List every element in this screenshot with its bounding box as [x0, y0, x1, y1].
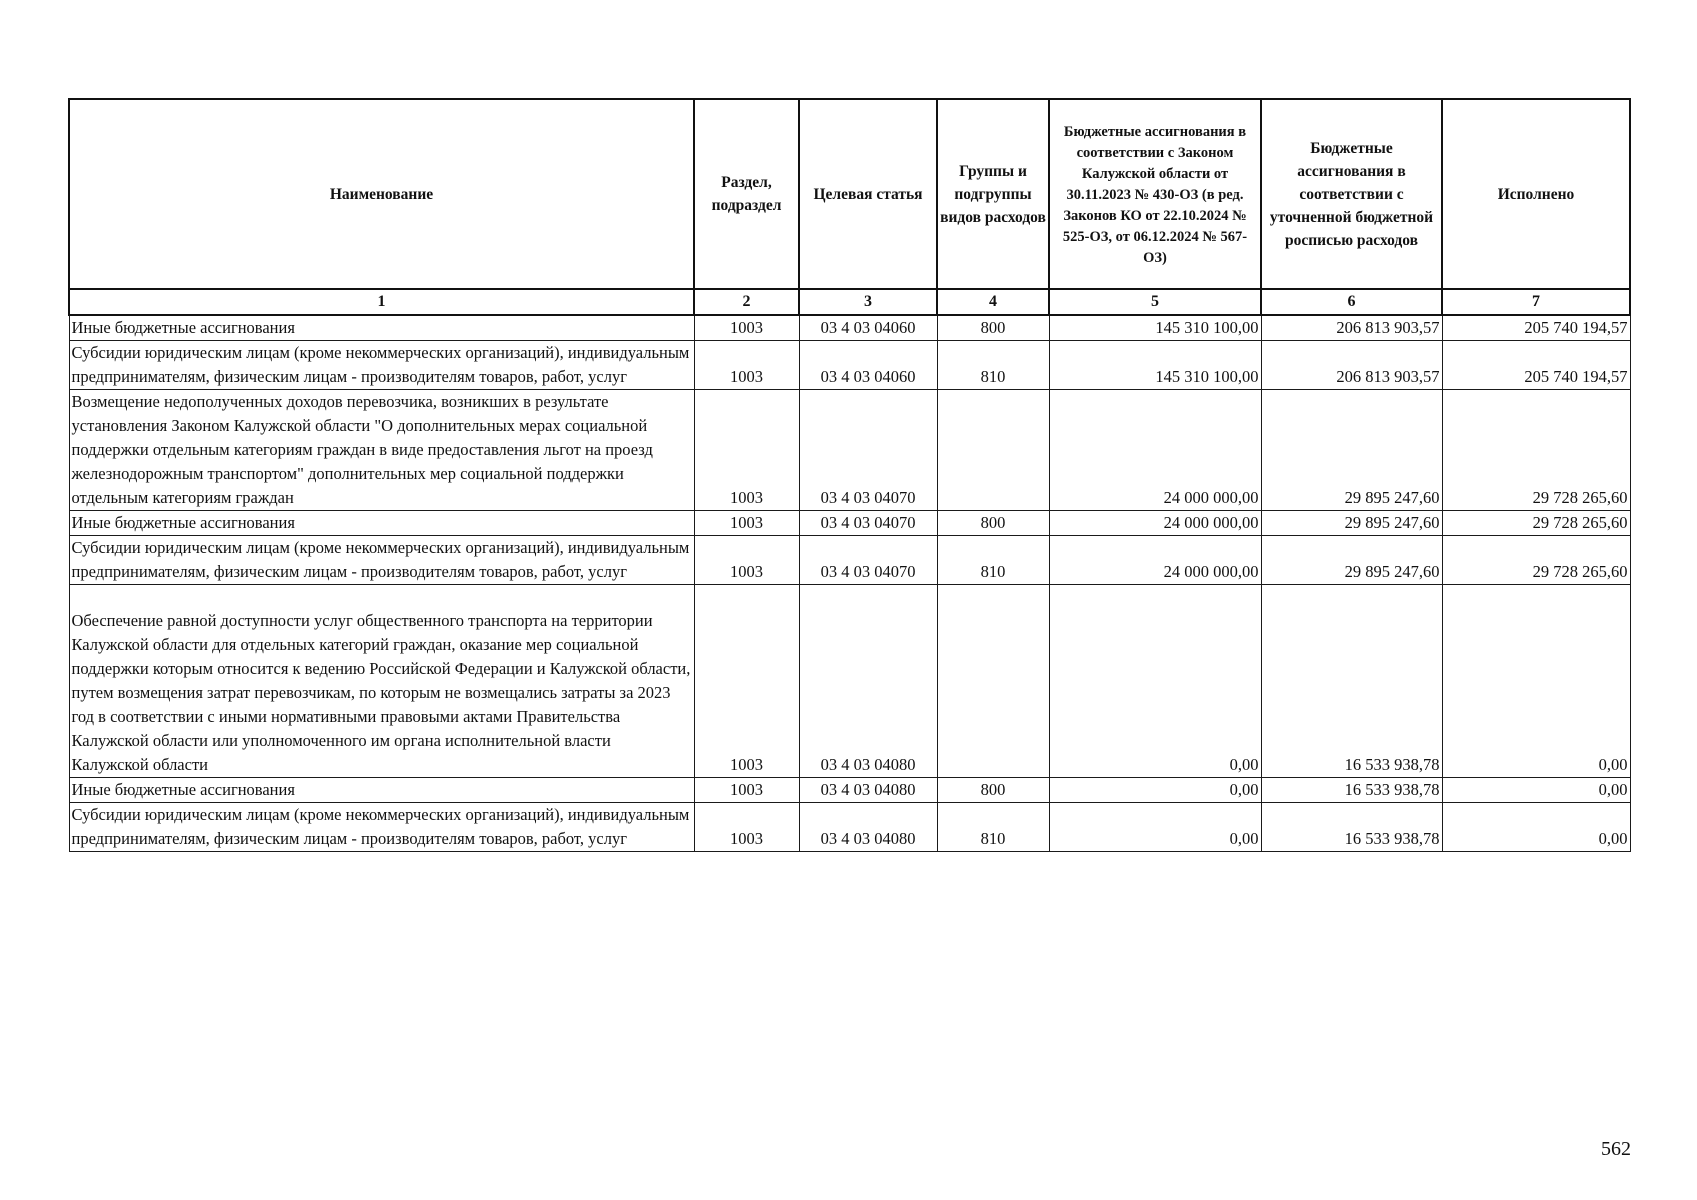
row-group: [937, 390, 1049, 511]
row-group: 800: [937, 315, 1049, 341]
column-number: 3: [799, 289, 937, 315]
row-executed-amount: 0,00: [1442, 803, 1630, 852]
row-executed-amount: 205 740 194,57: [1442, 315, 1630, 341]
header-target: Целевая статья: [799, 99, 937, 289]
row-group: 810: [937, 536, 1049, 585]
row-refined-amount: 206 813 903,57: [1261, 315, 1442, 341]
row-group: 800: [937, 511, 1049, 536]
row-name: Обеспечение равной доступности услуг общественного транспорта на территории Калужской области для отдельных категорий граждан, оказание мер социальной поддержки которым относится к ведению Российской Федерации и Калужской области, путем возмещения затрат перевозчикам, по которым не возмещались затраты за 2023 год в соответствии с иными нормативными правовыми актами Правительства Калужской области или уполномоченного им органа исполнительной власти Калужской области: [69, 585, 694, 778]
row-name: Иные бюджетные ассигнования: [69, 315, 694, 341]
row-section: 1003: [694, 390, 799, 511]
row-target: 03 4 03 04070: [799, 536, 937, 585]
row-section: 1003: [694, 803, 799, 852]
row-law-amount: 24 000 000,00: [1049, 536, 1261, 585]
row-section: 1003: [694, 585, 799, 778]
header-name: Наименование: [69, 99, 694, 289]
row-law-amount: 145 310 100,00: [1049, 341, 1261, 390]
table-row: [69, 803, 1630, 852]
table-row: [69, 585, 1630, 778]
column-number: 4: [937, 289, 1049, 315]
row-law-amount: 24 000 000,00: [1049, 511, 1261, 536]
row-refined-amount: 16 533 938,78: [1261, 778, 1442, 803]
header-law-assignments: Бюджетные ассигнования в соответствии с Законом Калужской области от 30.11.2023 № 430-ОЗ (в ред. Законов КО от 22.10.2024 № 525-ОЗ, от 06.12.2024 № 567-ОЗ): [1049, 99, 1261, 289]
row-target: 03 4 03 04060: [799, 315, 937, 341]
row-executed-amount: 29 728 265,60: [1442, 511, 1630, 536]
header-executed: Исполнено: [1442, 99, 1630, 289]
row-executed-amount: 29 728 265,60: [1442, 390, 1630, 511]
row-executed-amount: 29 728 265,60: [1442, 536, 1630, 585]
budget-table: [68, 98, 1631, 852]
table-row: [69, 511, 1630, 536]
table-row: [69, 341, 1630, 390]
header-refined-assignments: Бюджетные ассигнования в соответствии с уточненной бюджетной росписью расходов: [1261, 99, 1442, 289]
column-number: 1: [69, 289, 694, 315]
row-law-amount: 145 310 100,00: [1049, 315, 1261, 341]
row-name: Субсидии юридическим лицам (кроме некоммерческих организаций), индивидуальным предпринимателям, физическим лицам - производителям товаров, работ, услуг: [69, 536, 694, 585]
row-refined-amount: 16 533 938,78: [1261, 585, 1442, 778]
column-number-row: [69, 289, 1630, 315]
row-target: 03 4 03 04060: [799, 341, 937, 390]
row-target: 03 4 03 04080: [799, 778, 937, 803]
row-refined-amount: 206 813 903,57: [1261, 341, 1442, 390]
header-groups: Группы и подгруппы видов расходов: [937, 99, 1049, 289]
row-law-amount: 0,00: [1049, 585, 1261, 778]
row-executed-amount: 205 740 194,57: [1442, 341, 1630, 390]
column-number: 6: [1261, 289, 1442, 315]
row-name: Субсидии юридическим лицам (кроме некоммерческих организаций), индивидуальным предпринимателям, физическим лицам - производителям товаров, работ, услуг: [69, 341, 694, 390]
row-section: 1003: [694, 341, 799, 390]
row-refined-amount: 29 895 247,60: [1261, 536, 1442, 585]
table-header: [69, 99, 1630, 315]
row-refined-amount: 29 895 247,60: [1261, 511, 1442, 536]
row-name: Иные бюджетные ассигнования: [69, 778, 694, 803]
row-section: 1003: [694, 536, 799, 585]
column-number: 5: [1049, 289, 1261, 315]
header-section: Раздел, подраздел: [694, 99, 799, 289]
table-row: [69, 536, 1630, 585]
column-number: 2: [694, 289, 799, 315]
row-refined-amount: 29 895 247,60: [1261, 390, 1442, 511]
row-section: 1003: [694, 778, 799, 803]
row-name: Субсидии юридическим лицам (кроме некоммерческих организаций), индивидуальным предпринимателям, физическим лицам - производителям товаров, работ, услуг: [69, 803, 694, 852]
row-law-amount: 24 000 000,00: [1049, 390, 1261, 511]
table-row: [69, 390, 1630, 511]
column-number: 7: [1442, 289, 1630, 315]
row-executed-amount: 0,00: [1442, 585, 1630, 778]
row-name: Возмещение недополученных доходов перевозчика, возникших в результате установления Законом Калужской области "О дополнительных мерах социальной поддержки отдельным категориям граждан в виде предоставления льгот на проезд железнодорожным транспортом" дополнительных мер социальной поддержки отдельным категориям граждан: [69, 390, 694, 511]
row-target: 03 4 03 04080: [799, 585, 937, 778]
row-section: 1003: [694, 315, 799, 341]
row-target: 03 4 03 04070: [799, 511, 937, 536]
table-body: [69, 315, 1630, 852]
row-law-amount: 0,00: [1049, 803, 1261, 852]
row-section: 1003: [694, 511, 799, 536]
table-row: [69, 315, 1630, 341]
row-refined-amount: 16 533 938,78: [1261, 803, 1442, 852]
page-number: 562: [1601, 1138, 1631, 1160]
row-group: [937, 585, 1049, 778]
row-executed-amount: 0,00: [1442, 778, 1630, 803]
row-target: 03 4 03 04070: [799, 390, 937, 511]
row-group: 810: [937, 341, 1049, 390]
row-group: 810: [937, 803, 1049, 852]
table-row: [69, 778, 1630, 803]
row-target: 03 4 03 04080: [799, 803, 937, 852]
row-group: 800: [937, 778, 1049, 803]
row-law-amount: 0,00: [1049, 778, 1261, 803]
row-name: Иные бюджетные ассигнования: [69, 511, 694, 536]
header-row: [69, 99, 1630, 289]
